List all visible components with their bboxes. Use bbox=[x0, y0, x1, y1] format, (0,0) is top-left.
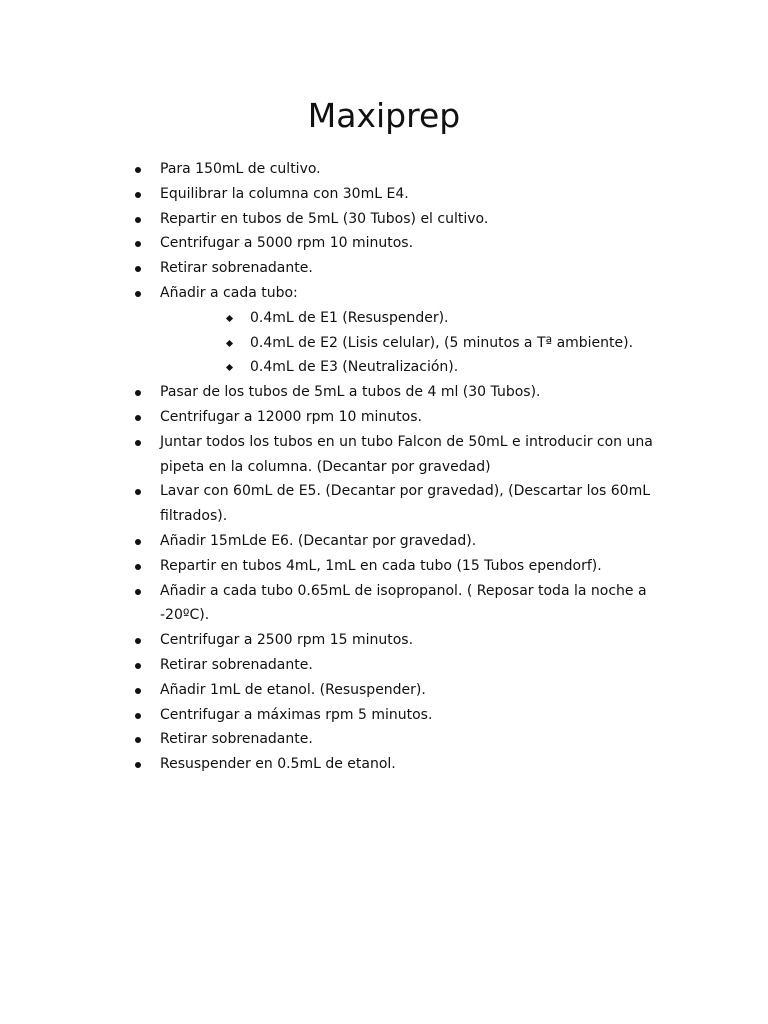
substep-list bbox=[160, 306, 668, 380]
bullet-icon bbox=[135, 663, 141, 669]
bullet-icon bbox=[135, 291, 141, 297]
bullet-icon bbox=[135, 589, 141, 595]
step-text: Centrifugar a 5000 rpm 10 minutos. bbox=[160, 235, 414, 252]
list-item bbox=[134, 653, 668, 678]
bullet-icon bbox=[135, 415, 141, 421]
sub-list-item bbox=[225, 306, 668, 331]
step-text: Pasar de los tubos de 5mL a tubos de 4 ml (30 Tubos). bbox=[160, 384, 541, 401]
page-title: Maxiprep bbox=[307, 96, 461, 135]
bullet-icon bbox=[135, 564, 141, 570]
bullet-icon bbox=[135, 167, 141, 173]
step-text: Resuspender en 0.5mL de etanol. bbox=[160, 756, 396, 773]
step-text: Repartir en tubos 4mL, 1mL en cada tubo (15 Tubos ependorf). bbox=[160, 557, 602, 574]
step-text: Añadir 15mLde E6. (Decantar por gravedad). bbox=[160, 532, 477, 549]
bullet-icon bbox=[135, 539, 141, 545]
list-item bbox=[134, 752, 668, 777]
list-item bbox=[134, 727, 668, 752]
step-text: Añadir a cada tubo: bbox=[160, 284, 298, 301]
substep-text: 0.4mL de E3 (Neutralización). bbox=[250, 359, 459, 376]
list-item bbox=[134, 529, 668, 554]
bullet-icon bbox=[135, 713, 141, 719]
list-item bbox=[134, 628, 668, 653]
bullet-icon bbox=[135, 762, 141, 768]
sub-list-item bbox=[225, 355, 668, 380]
step-text: Retirar sobrenadante. bbox=[160, 260, 313, 277]
list-item bbox=[134, 157, 668, 182]
list-item bbox=[134, 430, 668, 480]
step-text: Equilibrar la columna con 30mL E4. bbox=[160, 185, 409, 202]
list-item bbox=[134, 554, 668, 579]
bullet-icon bbox=[135, 688, 141, 694]
bullet-icon bbox=[135, 489, 141, 495]
step-text: Para 150mL de cultivo. bbox=[160, 161, 321, 177]
list-item bbox=[134, 182, 668, 207]
list-item bbox=[134, 678, 668, 703]
step-text: Retirar sobrenadante. bbox=[160, 656, 313, 673]
bullet-icon bbox=[135, 217, 141, 223]
step-text: Centrifugar a 12000 rpm 10 minutos. bbox=[160, 408, 422, 425]
bullet-icon bbox=[135, 192, 141, 198]
list-item bbox=[134, 405, 668, 430]
bullet-icon bbox=[135, 241, 141, 247]
list-item bbox=[134, 579, 668, 629]
list-item bbox=[134, 703, 668, 728]
list-item bbox=[134, 231, 668, 256]
bullet-icon bbox=[135, 390, 141, 396]
list-item bbox=[134, 380, 668, 405]
bullet-icon bbox=[135, 440, 141, 446]
list-item bbox=[134, 207, 668, 232]
substep-text: 0.4mL de E2 (Lisis celular), (5 minutos a Tª ambiente). bbox=[250, 334, 634, 351]
step-text: Añadir 1mL de etanol. (Resuspender). bbox=[160, 681, 426, 698]
step-text: Añadir a cada tubo 0.65mL de isopropanol. ( Reposar toda la noche a -20ºC). bbox=[160, 582, 647, 624]
bullet-icon bbox=[135, 266, 141, 272]
sub-list-item bbox=[225, 331, 668, 356]
diamond-bullet-icon bbox=[226, 315, 233, 322]
step-text: Retirar sobrenadante. bbox=[160, 731, 313, 748]
step-text: Juntar todos los tubos en un tubo Falcon de 50mL e introducir con una pipeta en la columna. (Decantar por gravedad) bbox=[160, 433, 653, 475]
step-text: Centrifugar a máximas rpm 5 minutos. bbox=[160, 706, 433, 723]
diamond-bullet-icon bbox=[226, 340, 233, 347]
protocol-step-list bbox=[134, 157, 668, 777]
list-item bbox=[134, 256, 668, 281]
list-item bbox=[134, 281, 668, 380]
bullet-icon bbox=[135, 638, 141, 644]
list-item bbox=[134, 479, 668, 529]
step-text: Centrifugar a 2500 rpm 15 minutos. bbox=[160, 632, 414, 649]
step-text: Lavar con 60mL de E5. (Decantar por gravedad), (Descartar los 60mL filtrados). bbox=[160, 483, 651, 525]
bullet-icon bbox=[135, 737, 141, 743]
diamond-bullet-icon bbox=[226, 364, 233, 371]
substep-text: 0.4mL de E1 (Resuspender). bbox=[250, 309, 449, 326]
step-text: Repartir en tubos de 5mL (30 Tubos) el cultivo. bbox=[160, 210, 489, 227]
